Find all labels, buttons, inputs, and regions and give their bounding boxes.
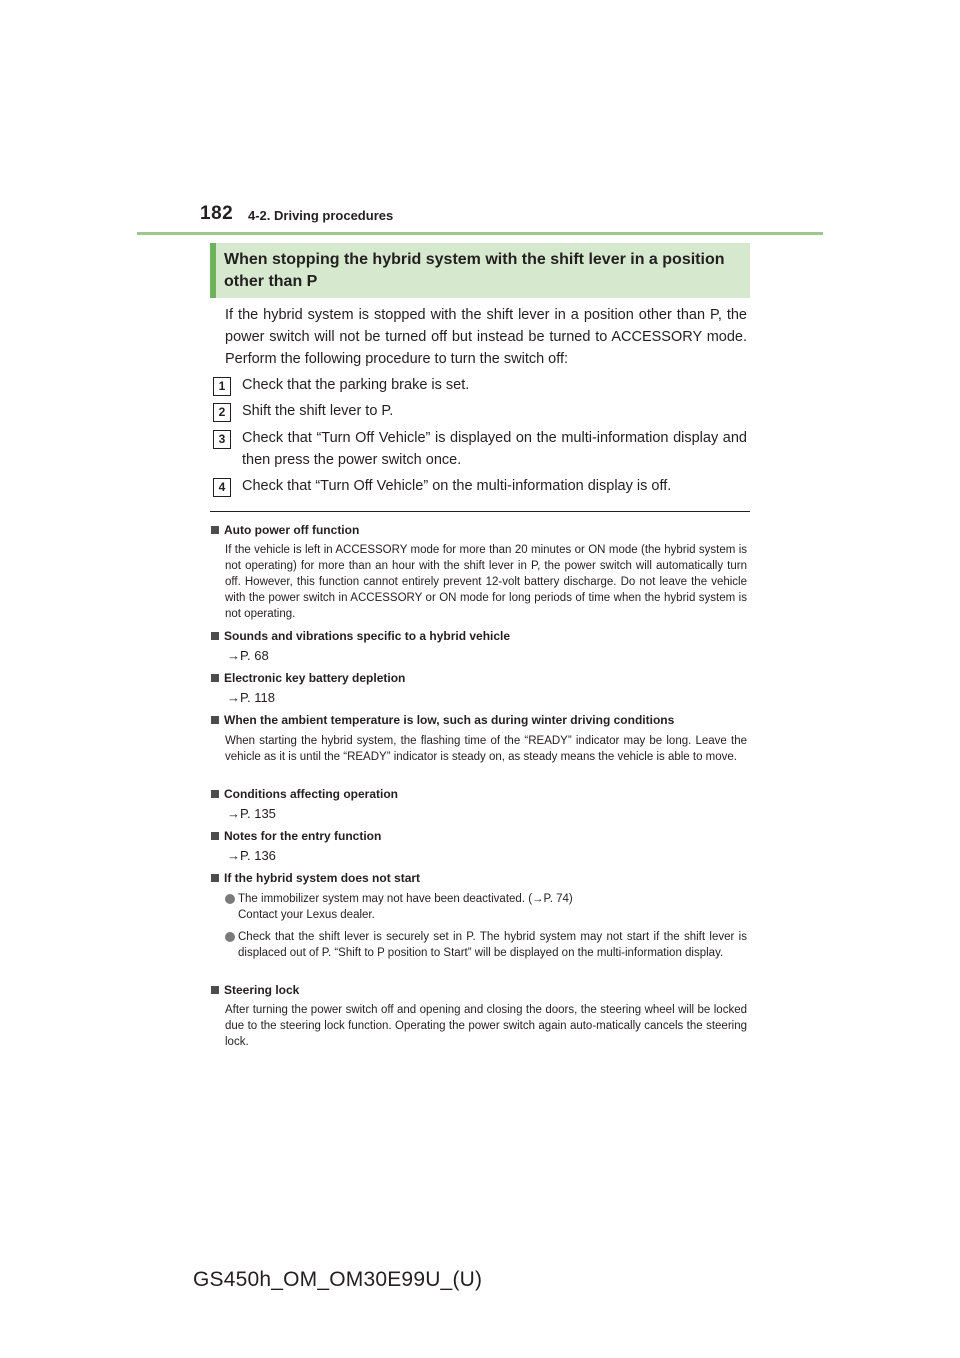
round-bullet-icon — [225, 932, 235, 942]
step-text-1: Check that the parking brake is set. — [242, 377, 470, 393]
note-heading — [211, 828, 381, 844]
note-heading — [211, 870, 420, 886]
chapter-title: 4-2. Driving procedures — [248, 208, 394, 223]
step-text-2: Shift the shift lever to P. — [242, 403, 394, 419]
section-heading-box — [210, 243, 750, 298]
round-bullet-icon — [225, 894, 235, 904]
intro-paragraph: If the hybrid system is stopped with the shift lever in a position other than P, the power switch will not be turned off but instead be turned to ACCESSORY mode. Perform the following procedure to turn the switch off: — [225, 307, 747, 367]
note-heading — [211, 522, 359, 538]
page-number: 182 — [200, 203, 234, 224]
header-rule — [137, 232, 823, 235]
note-title: Sounds and vibrations specific to a hybrid vehicle — [224, 629, 511, 643]
note-title: Conditions affecting operation — [224, 787, 398, 801]
note-body: After turning the power switch off and opening and closing the doors, the steering wheel will be locked due to the steering lock function. Operating the power switch again auto-matically cancels the steering lock. — [225, 1004, 747, 1048]
step-text-3: Check that “Turn Off Vehicle” is displayed on the multi-information display and then press the power switch once. — [242, 430, 747, 468]
step-number-4: 4 — [213, 478, 231, 497]
note-heading — [211, 670, 405, 686]
square-bullet-icon — [211, 790, 219, 798]
note-heading — [211, 786, 398, 802]
page-reference: →P. 68 — [227, 648, 269, 663]
note-title: Auto power off function — [224, 523, 360, 537]
note-title: If the hybrid system does not start — [224, 871, 421, 885]
step-number-2: 2 — [213, 403, 231, 422]
bullet-text: The immobilizer system may not have been deactivated. (→P. 74) Contact your Lexus dealer. — [238, 893, 573, 921]
page-reference: →P. 135 — [227, 806, 276, 821]
square-bullet-icon — [211, 986, 219, 994]
note-title: Electronic key battery depletion — [224, 671, 406, 685]
note-title: When the ambient temperature is low, such as during winter driving conditions — [224, 713, 675, 727]
note-body: If the vehicle is left in ACCESSORY mode for more than 20 minutes or ON mode (the hybrid system is not operating) for more than an hour with the shift lever in P, the power switch will automatically turn off. However, this function cannot entirely prevent 12-volt battery discharge. Do not leave the vehicle with the power switch in ACCESSORY or ON mode for long periods of time when the hybrid system is not operating. — [225, 544, 747, 620]
section-divider — [210, 511, 750, 512]
note-title: Steering lock — [224, 983, 300, 997]
note-heading — [211, 982, 299, 998]
page-header — [200, 203, 760, 233]
note-body: When starting the hybrid system, the flashing time of the “READY” indicator may be long. Leave the vehicle as it is until the “READY” indicator is steady on, as steady means the vehicle is able to move. — [225, 735, 747, 763]
square-bullet-icon — [211, 874, 219, 882]
note-title: Notes for the entry function — [224, 829, 382, 843]
bullet-text: Check that the shift lever is securely set in P. The hybrid system may not start if the shift lever is displaced out of P. “Shift to P position to Start” will be displayed on the multi-information display. — [238, 931, 747, 959]
note-heading — [211, 628, 510, 644]
step-number-1: 1 — [213, 377, 231, 396]
square-bullet-icon — [211, 716, 219, 724]
square-bullet-icon — [211, 674, 219, 682]
note-heading — [211, 712, 674, 728]
page-reference: →P. 136 — [227, 848, 276, 863]
step-text-4: Check that “Turn Off Vehicle” on the multi-information display is off. — [242, 478, 672, 494]
square-bullet-icon — [211, 832, 219, 840]
section-title: When stopping the hybrid system with the shift lever in a position other than P — [224, 251, 725, 290]
model-code-footer: GS450h_OM_OM30E99U_(U) — [193, 1268, 483, 1291]
square-bullet-icon — [211, 526, 219, 534]
page-reference: →P. 118 — [227, 690, 275, 705]
step-number-3: 3 — [213, 430, 231, 449]
square-bullet-icon — [211, 632, 219, 640]
